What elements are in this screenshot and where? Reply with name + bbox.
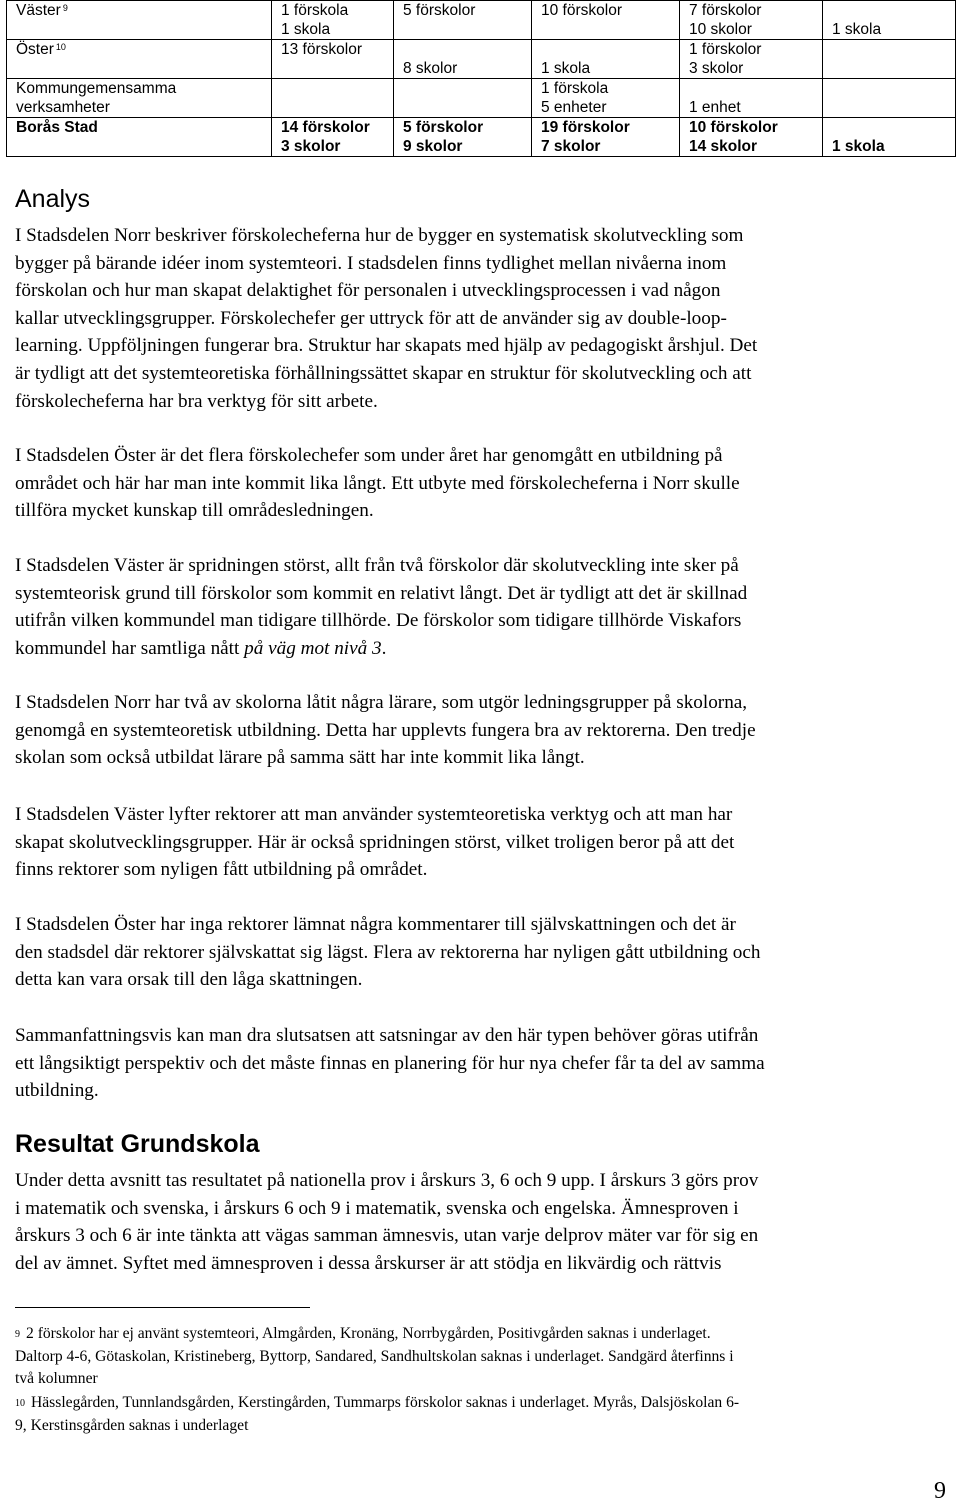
cell-text (832, 40, 955, 59)
table-cell (394, 79, 532, 118)
paragraph-line: genomgå en systemteoretisk utbildning. Detta har upplevts fungera bra av rektorerna. Den tredje (15, 719, 756, 741)
analys-paragraph-6 (15, 911, 940, 994)
analys-paragraph-7 (15, 1022, 940, 1105)
analys-paragraph-2 (15, 442, 940, 525)
table-row-label (7, 1, 272, 40)
footnote-mark: 9 (15, 1329, 20, 1340)
cell-text: 5 förskolor (403, 119, 484, 136)
table-cell (272, 118, 394, 157)
paragraph-line: I Stadsdelen Norr har två av skolorna låtit några lärare, som utgör ledningsgrupper på skolorna, (15, 692, 748, 713)
paragraph-line: är tydligt att det systemteoretiska förhållningssättet skapar en struktur för skolutveckling och att (15, 362, 752, 384)
table-cell (272, 79, 394, 118)
cell-text: 8 skolor (403, 60, 458, 77)
paragraph-line: del av ämnet. Syftet med ämnesproven i dessa årskurser är att stödja en likvärdig och rättvis (15, 1252, 722, 1274)
table-row-label (7, 79, 272, 118)
row-label-line (16, 1, 271, 20)
table-cell (680, 79, 823, 118)
table-cell (823, 40, 956, 79)
table-cell (680, 1, 823, 40)
paragraph-line: bygger på bärande idéer inom systemteori. I stadsdelen finns tydlighet mellan nivåerna inom (15, 252, 727, 274)
cell-text: 3 skolor (281, 138, 341, 155)
cell-text: 5 förskolor (403, 2, 476, 19)
cell-text (403, 79, 531, 98)
cell-text: 9 skolor (403, 138, 463, 155)
paragraph-line: I Stadsdelen Norr beskriver förskolecheferna hur de bygger en systematisk skolutveckling som (15, 225, 744, 246)
cell-text: 10 skolor (689, 21, 752, 38)
resultat-heading: Resultat Grundskola (15, 1130, 260, 1158)
table-row (7, 79, 956, 118)
summary-table-body (7, 1, 956, 157)
cell-text: 1 förskola (281, 2, 349, 19)
table-cell (532, 79, 680, 118)
footnote-reference: 9 (62, 3, 68, 13)
footnote-line: 9, Kerstinsgården saknas i underlaget (15, 1416, 249, 1434)
cell-text: 19 förskolor (541, 119, 630, 136)
cell-text: 10 förskolor (689, 119, 778, 136)
paragraph-text: . (381, 637, 387, 659)
paragraph-line: I Stadsdelen Öster har inga rektorer lämnat några kommentarer till självskattningen och det är (15, 914, 736, 935)
table-cell (532, 1, 680, 40)
paragraph-line: förskolecheferna har bra verktyg för sitt arbete. (15, 390, 378, 412)
table-row-label (7, 118, 272, 157)
table-cell (394, 1, 532, 40)
paragraph-line: skapat skolutvecklingsgrupper. Här är också spridningen störst, vilket troligen beror på att det (15, 831, 735, 853)
table-cell (532, 40, 680, 79)
row-label-line (16, 40, 271, 59)
footnote-mark: 10 (15, 1398, 25, 1409)
paragraph-line: utifrån vilken kommundel man tidigare tillhörde. De förskolor som tidigare tillhörde Viskafors (15, 610, 742, 632)
row-label-text: verksamheter (16, 99, 110, 116)
paragraph-line: årskurs 3 och 6 är inte tänkta att vägas samman ämnesvis, utan varje delprov mäter var för sig en (15, 1225, 759, 1247)
table-cell (532, 118, 680, 157)
cell-text: 1 skola (281, 21, 331, 38)
analys-paragraph-4 (15, 689, 940, 772)
footnote-line (15, 1323, 940, 1346)
paragraph-line (15, 635, 940, 663)
paragraph-line: I Stadsdelen Väster är spridningen störst, allt från två förskolor där skolutveckling inte sker på (15, 555, 739, 576)
row-label-text: Öster (16, 41, 54, 58)
cell-text: 14 skolor (689, 138, 758, 155)
cell-text: 13 förskolor (281, 41, 362, 58)
paragraph-line: den stadsdel där rektorer självskattat sig lägst. Flera av rektorerna har nyligen gått utbildning och (15, 941, 761, 963)
paragraph-line: tillföra mycket kunskap till områdesledningen. (15, 500, 374, 522)
table-cell (272, 1, 394, 40)
footnote-line: två kolumner (15, 1370, 98, 1387)
paragraph-line: Under detta avsnitt tas resultatet på nationella prov i årskurs 3, 6 och 9 upp. I årskurs 3 görs prov (15, 1170, 759, 1191)
footnote-line: Daltorp 4-6, Götaskolan, Kristineberg, Byttorp, Sandared, Sandhultskolan saknas i underlaget. Sandgärd återfinns i (15, 1347, 734, 1365)
footnote-reference: 10 (55, 42, 66, 52)
paragraph-text: kommundel har samtliga nått (15, 637, 245, 659)
paragraph-line: utbildning. (15, 1080, 99, 1102)
table-cell (272, 40, 394, 79)
cell-text: 14 förskolor (281, 119, 370, 136)
footnote-text: Hässlegården, Tunnlandsgården, Kerstingården, Tummarps förskolor saknas i underlaget. Myrås, Dalsjöskolan 6- (31, 1394, 740, 1411)
table-cell (823, 1, 956, 40)
row-label-text: Borås Stad (16, 119, 98, 136)
cell-text: 1 skola (541, 60, 591, 77)
paragraph-line: learning. Uppföljningen fungerar bra. Struktur har skapats med hjälp av pedagogiskt årshjul. Det (15, 335, 758, 357)
table-row (7, 1, 956, 40)
paragraph-line: finns rektorer som nyligen fått utbildning på området. (15, 859, 428, 881)
table-cell (394, 118, 532, 157)
table-cell (394, 40, 532, 79)
table-row (7, 40, 956, 79)
paragraph-line: Sammanfattningsvis kan man dra slutsatsen att satsningar av den här typen behöver göras utifrån (15, 1025, 759, 1046)
table-cell (823, 118, 956, 157)
page-number: 9 (934, 1478, 946, 1504)
footnote-separator (15, 1307, 310, 1308)
footnote-10 (15, 1392, 940, 1437)
footnote-text: 2 förskolor har ej använt systemteori, Almgården, Kronäng, Norrbygården, Positivgården saknas i underlaget. (26, 1325, 711, 1342)
paragraph-line: I Stadsdelen Väster lyfter rektorer att man använder systemteoretiska verktyg och att man har (15, 804, 733, 825)
cell-text (541, 40, 679, 59)
paragraph-line: förskolan och hur man skapat delaktighet för personalen i utvecklingsprocessen i vad någon (15, 280, 721, 302)
analys-heading: Analys (15, 185, 91, 213)
table-cell (823, 79, 956, 118)
summary-table (6, 0, 956, 157)
cell-text: 1 förskolor (689, 41, 762, 58)
paragraph-line: detta kan vara orsak till den låga skattningen. (15, 969, 363, 991)
cell-text: 1 skola (832, 21, 882, 38)
cell-text: 7 förskolor (689, 2, 762, 19)
paragraph-line: skolan som också utbildat lärare på samma sätt har inte kommit lika långt. (15, 747, 585, 769)
row-label-text: Väster (16, 2, 61, 19)
cell-text: 1 skola (832, 138, 885, 155)
resultat-paragraph (15, 1167, 940, 1277)
table-cell (680, 118, 823, 157)
cell-text (832, 79, 955, 98)
cell-text: 7 skolor (541, 138, 601, 155)
cell-text: 10 förskolor (541, 2, 622, 19)
cell-text (403, 40, 531, 59)
cell-text: 1 förskola (541, 80, 609, 97)
row-label-text: Kommungemensamma (16, 80, 177, 97)
paragraph-line: ett långsiktigt perspektiv och det måste finnas en planering för hur nya chefer får ta del av samma (15, 1052, 765, 1074)
analys-paragraph-5 (15, 801, 940, 884)
footnote-line (15, 1392, 940, 1415)
cell-text (281, 79, 393, 98)
cell-text: 1 enhet (689, 99, 741, 116)
emphasis-text: på väg mot nivå 3 (244, 637, 382, 659)
paragraph-line: området och här har man inte kommit lika långt. Ett utbyte med förskolecheferna i Norr skulle (15, 472, 740, 494)
cell-text (689, 79, 822, 98)
cell-text (832, 1, 955, 20)
paragraph-line: systemteorisk grund till förskolor som kommit en relativt långt. Det är tydligt att det är skillnad (15, 582, 748, 604)
cell-text (832, 118, 955, 137)
paragraph-line: I Stadsdelen Öster är det flera förskolechefer som under året har genomgått en utbildning på (15, 445, 723, 466)
cell-text: 5 enheter (541, 99, 607, 116)
footnote-9 (15, 1323, 940, 1391)
table-row (7, 118, 956, 157)
analys-paragraph-1 (15, 222, 940, 415)
cell-text: 3 skolor (689, 60, 744, 77)
table-row-label (7, 40, 272, 79)
table-cell (680, 40, 823, 79)
paragraph-line: kallar utvecklingsgrupper. Förskolechefer ger uttryck för att de använder sig av double-loop- (15, 307, 727, 329)
paragraph-line: i matematik och svenska, i årskurs 6 och 9 i matematik, svenska och engelska. Ämnesproven i (15, 1197, 739, 1219)
analys-paragraph-3 (15, 552, 940, 662)
